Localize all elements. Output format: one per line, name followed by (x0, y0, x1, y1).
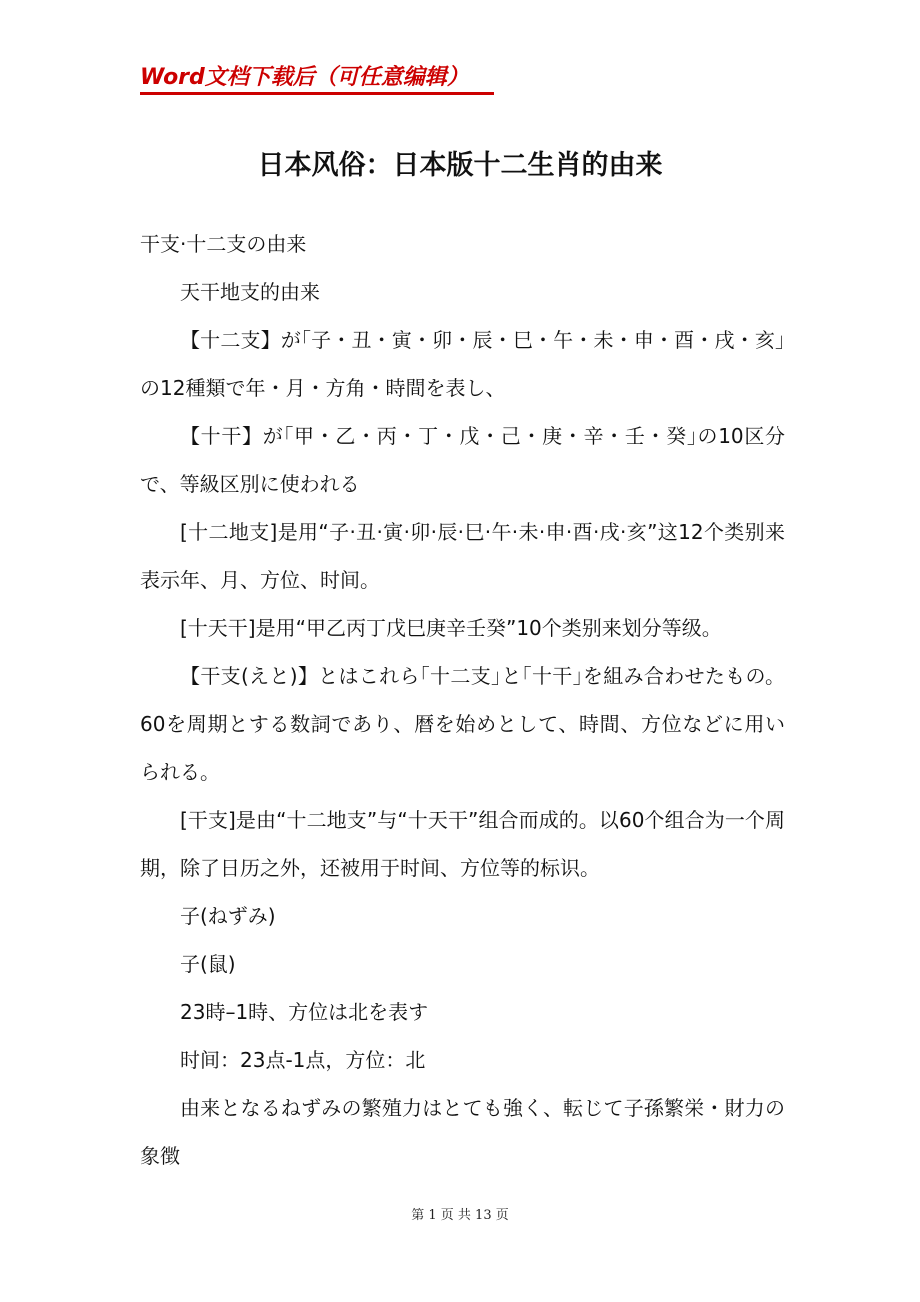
paragraph: 时间：23点-1点，方位：北 (180, 1048, 426, 1072)
document-body (140, 220, 785, 1180)
paragraph: [十二地支]是用“子·丑·寅·卯·辰·巳·午·未·申·酉·戌·亥”这12个类别来表示年、月、方位、时间。 (140, 520, 785, 592)
download-header (140, 62, 494, 96)
paragraph: 【十干】が｢甲・乙・丙・丁・戊・己・庚・辛・壬・癸｣の10区分で、等級区別に使われる (140, 424, 785, 496)
paragraph: 【干支(えと)】とはこれら｢十二支｣と｢十干｣を組み合わせたもの。60を周期とする数詞であり、暦を始めとして、時間、方位などに用いられる。 (140, 664, 785, 784)
paragraph: [十天干]是用“甲乙丙丁戊巳庚辛壬癸”10个类别来划分等级。 (180, 616, 722, 640)
paragraph: 天干地支的由来 (180, 280, 320, 304)
paragraph-heading: 干支·十二支の由来 (140, 232, 307, 256)
paragraph: 【十二支】が｢子・丑・寅・卯・辰・巳・午・未・申・酉・戌・亥｣の12種類で年・月・方角・時間を表し、 (140, 328, 785, 400)
paragraph: 由来となるねずみの繁殖力はとても強く、転じて子孫繁栄・財力の象徴 (140, 1096, 785, 1168)
paragraph: 23時–1時、方位は北を表す (180, 1000, 429, 1024)
paragraph: 子(ねずみ) (180, 904, 276, 928)
header-text: Word文档下载后（可任意编辑） (140, 65, 469, 90)
paragraph: [干支]是由“十二地支”与“十天干”组合而成的。以60个组合为一个周期，除了日历之外，还被用于时间、方位等的标识。 (140, 808, 785, 880)
document-title: 日本风俗：日本版十二生肖的由来 (257, 150, 663, 181)
header-underline (140, 92, 494, 95)
paragraph: 子(鼠) (180, 952, 236, 976)
page-footer: 第 1 页 共 13 页 (411, 1208, 509, 1223)
